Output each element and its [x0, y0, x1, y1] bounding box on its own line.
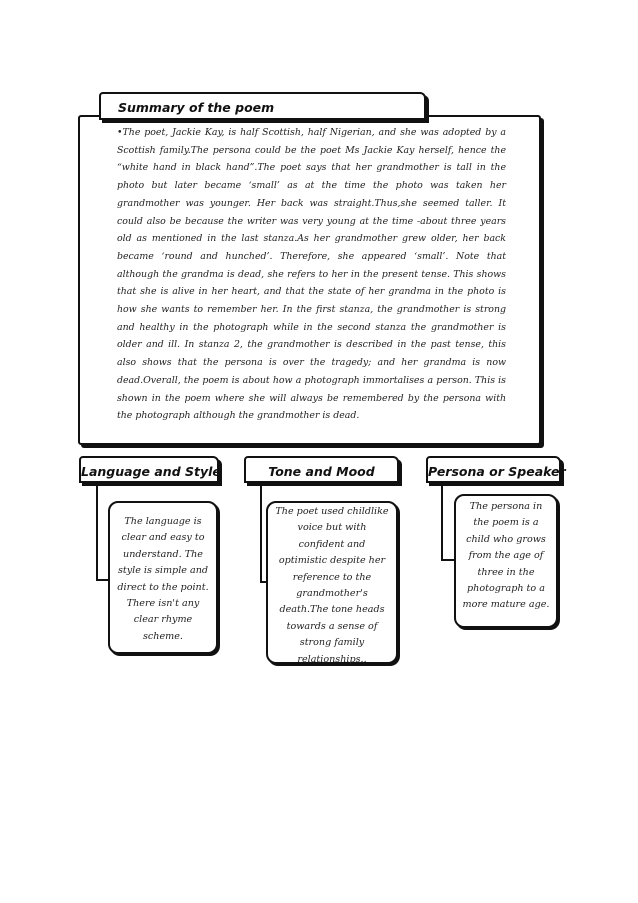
persona-connector: [441, 485, 443, 561]
language-style-card: The language is clear and easy to understand. The style is simple and direct to the point. There isn't any clear rhyme scheme.: [108, 501, 218, 654]
tone-connector: [260, 485, 262, 583]
language-style-heading: Language and Style: [79, 456, 219, 483]
language-connector: [96, 485, 98, 581]
persona-speaker-card: The persona in the poem is a child who grows from the age of three in the photograph to a more mature age.: [454, 494, 558, 628]
tone-mood-heading: Tone and Mood: [244, 456, 399, 483]
tone-mood-card: The poet used childlike voice but with confident and optimistic despite her reference to the grandmother's death.The tone heads towards a sense of strong family relationships..: [266, 501, 398, 664]
persona-connector-hook: [441, 559, 455, 561]
summary-paragraph: •The poet, Jackie Kay, is half Scottish, half Nigerian, and she was adopted by a Scottish family.The persona could be the poet Ms Jackie Kay herself, hence the “white hand in black hand”.The poet says that her grandmother is tall in the photo but later became ‘small’ as at the time the photo was taken her grandmother was younger. Her back was straight.Thus,she seemed taller. It could also be because the writer was very young at the time -about three years old as mentioned in the last stanza.As her grandmother grew older, her back became ‘round and hunched’. Therefore, she appeared ‘small’. Note that although the grandma is dead, she refers to her in the present tense. This shows that she is alive in her heart, and that the state of her grandma in the photo is how she wants to remember her. In the first stanza, the grandmother is strong and healthy in the photograph while in the second stanza the grandmother is older and ill. In stanza 2, the grandmother is described in the past tense, this also shows that the persona is over the tragedy; and her grandma is now dead.Overall, the poem is about how a photograph immortalises a person. This is shown in the poem where she will always be remembered by the persona with the photograph although the grandmother is dead.: [117, 127, 506, 422]
summary-heading: Summary of the poem: [99, 92, 426, 120]
persona-speaker-heading: Persona or Speaker: [426, 456, 561, 483]
